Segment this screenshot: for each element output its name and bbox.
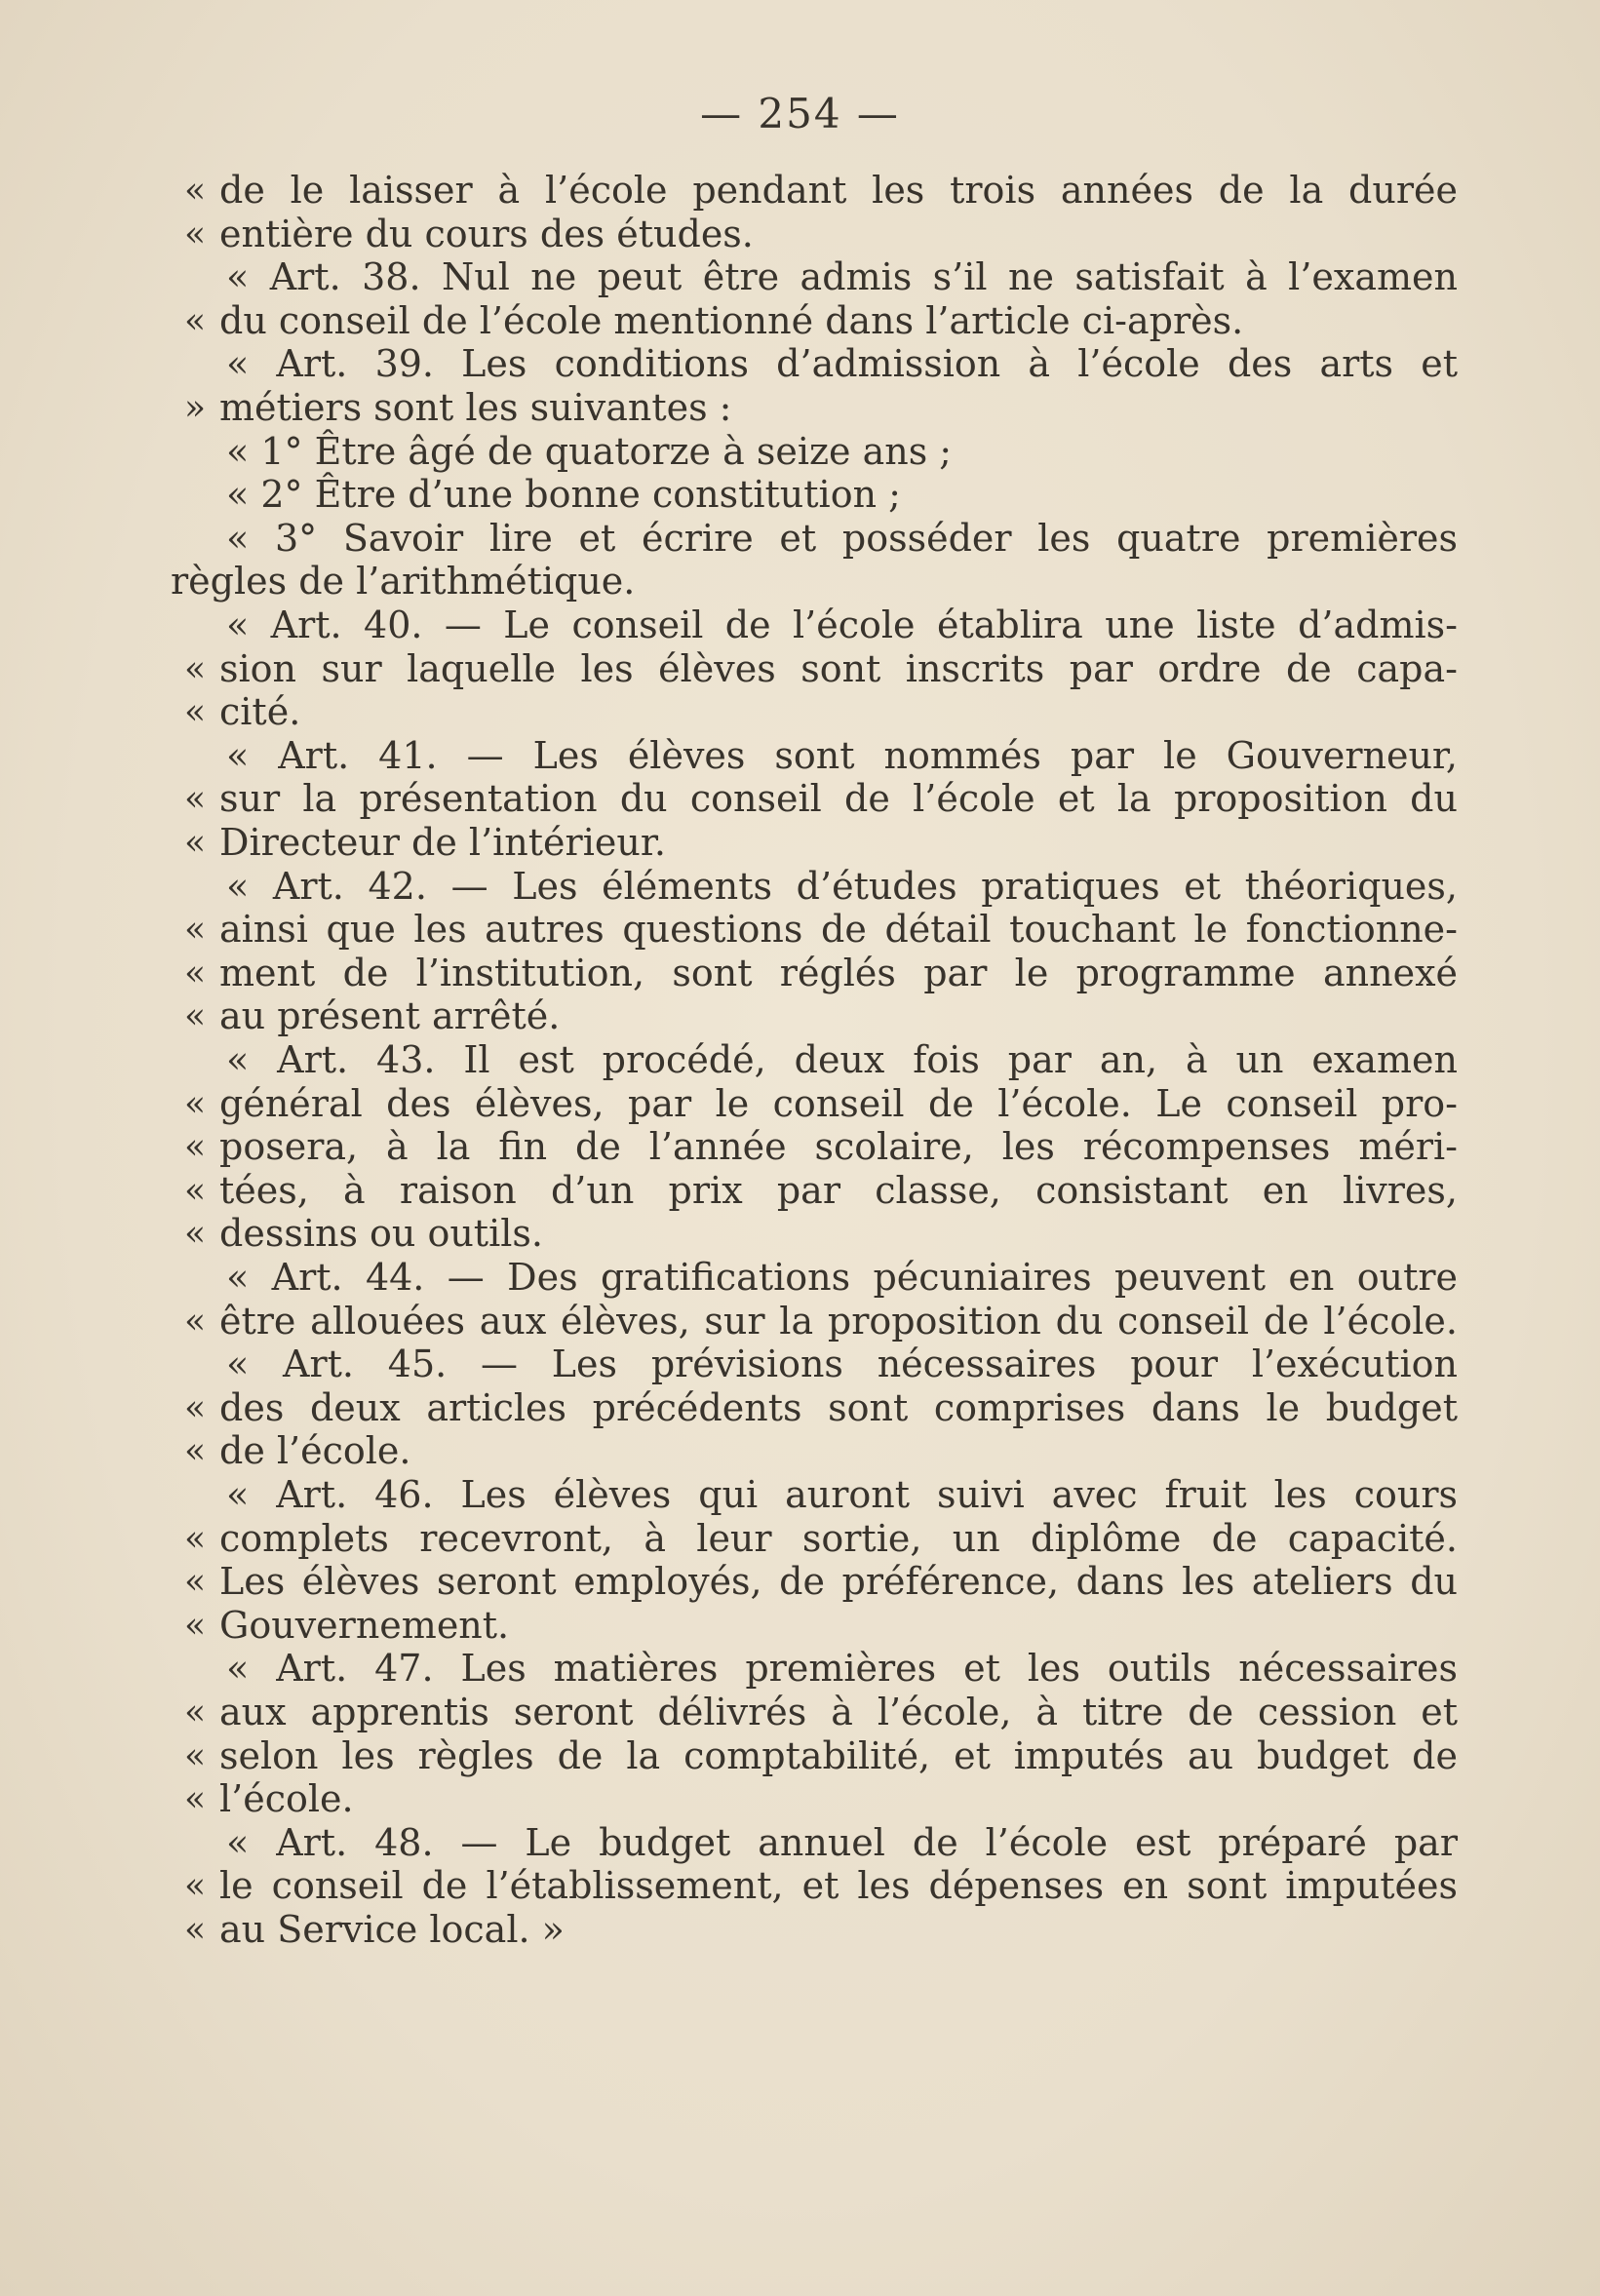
text-line	[171, 734, 1458, 778]
line-text: « Art. 42. — Les éléments d’études pratiques et théoriques,	[226, 864, 1458, 908]
line-text: au Service local. »	[219, 1908, 565, 1951]
quote-mark: «	[183, 300, 207, 341]
line-text: « Art. 44. — Des gratifications pécuniaires peuvent en outre	[226, 1256, 1458, 1299]
text-line	[171, 1125, 1458, 1169]
line-text: « Art. 43. Il est procédé, deux fois par an, à un examen	[226, 1038, 1458, 1081]
line-text: posera, à la fin de l’année scolaire, les récompenses méri-	[219, 1125, 1458, 1169]
quote-mark: «	[183, 953, 207, 993]
text-line	[171, 647, 1458, 691]
line-text: l’école.	[219, 1777, 354, 1821]
text-line	[171, 1386, 1458, 1430]
line-text: « Art. 41. — Les élèves sont nommés par le Gouverneur,	[226, 733, 1458, 777]
quote-mark: «	[183, 648, 207, 689]
text-line	[171, 1821, 1458, 1865]
line-text: de le laisser à l’école pendant les trois années de la durée	[219, 169, 1458, 212]
text-line	[171, 517, 1458, 561]
text-line	[171, 1429, 1458, 1473]
text-line	[171, 299, 1458, 343]
text-line	[171, 1777, 1458, 1821]
quote-mark: «	[183, 1431, 207, 1472]
line-text: « 3° Savoir lire et écrire et posséder les quatre premières	[226, 516, 1458, 560]
page-number: — 254 —	[700, 90, 900, 137]
text-line	[171, 1691, 1458, 1734]
text-line	[171, 1734, 1458, 1778]
text-line	[171, 1256, 1458, 1300]
text-line	[171, 1647, 1458, 1691]
line-text: Directeur de l’intérieur.	[219, 821, 666, 864]
line-text: ment de l’institution, sont réglés par le programme annexé	[219, 951, 1458, 994]
line-text: au présent arrêté.	[219, 994, 561, 1038]
quote-mark: «	[183, 1735, 207, 1776]
line-text: sion sur laquelle les élèves sont inscrits par ordre de capa-	[219, 646, 1458, 690]
quote-mark: «	[183, 1083, 207, 1124]
text-line	[171, 169, 1458, 213]
text-line	[171, 865, 1458, 909]
quote-mark: «	[183, 823, 207, 863]
line-text: aux apprentis seront délivrés à l’école, à titre de cession et	[219, 1691, 1458, 1733]
line-text: « 2° Être d’une bonne constitution ;	[226, 473, 901, 517]
quote-mark: «	[183, 1127, 207, 1168]
quote-mark: «	[183, 1910, 207, 1950]
text-line	[171, 473, 1458, 517]
text-line	[171, 821, 1458, 865]
line-text: « Art. 46. Les élèves qui auront suivi avec fruit les cours	[226, 1473, 1458, 1516]
line-text: des deux articles précédents sont comprises dans le budget	[219, 1385, 1458, 1429]
quote-mark: «	[183, 1170, 207, 1211]
text-line	[171, 1038, 1458, 1082]
text-line	[171, 1169, 1458, 1213]
quote-mark: »	[183, 388, 207, 428]
text-line	[171, 430, 1458, 474]
quote-mark: «	[183, 1779, 207, 1820]
text-line	[171, 213, 1458, 256]
line-text: « Art. 38. Nul ne peut être admis s’il ne satisfait à l’examen	[226, 255, 1458, 299]
text-line	[171, 255, 1458, 299]
line-text: général des élèves, par le conseil de l’école. Le conseil pro-	[219, 1081, 1458, 1125]
line-text: être allouées aux élèves, sur la proposition du conseil de l’école.	[219, 1299, 1458, 1343]
quote-mark: «	[183, 171, 207, 211]
text-line	[171, 690, 1458, 734]
text-line	[171, 908, 1458, 952]
line-text: entière du cours des études.	[219, 212, 754, 255]
text-line	[171, 1908, 1458, 1952]
line-text: sur la présentation du conseil de l’école et la proposition du	[219, 777, 1458, 821]
line-text: « Art. 39. Les conditions d’admission à l’école des arts et	[226, 342, 1458, 386]
text-line	[171, 386, 1458, 430]
quote-mark: «	[183, 1214, 207, 1255]
line-text: complets recevront, à leur sortie, un diplôme de capacité.	[219, 1516, 1458, 1560]
line-text: Les élèves seront employés, de préférence, dans les ateliers du	[219, 1560, 1458, 1604]
line-text: « Art. 45. — Les prévisions nécessaires pour l’exécution	[226, 1343, 1458, 1386]
line-text: le conseil de l’établissement, et les dépenses en sont imputées	[219, 1864, 1458, 1908]
quote-mark: «	[183, 996, 207, 1037]
quote-mark: «	[183, 692, 207, 733]
text-line	[171, 1212, 1458, 1256]
line-text: Gouvernement.	[219, 1603, 510, 1647]
text-line	[171, 1604, 1458, 1648]
text-line	[171, 952, 1458, 995]
text-line	[171, 1343, 1458, 1386]
text-line	[171, 560, 1458, 603]
quote-mark: «	[183, 1562, 207, 1603]
line-text: selon les règles de la comptabilité, et imputés au budget de	[219, 1733, 1458, 1777]
quote-mark: «	[183, 779, 207, 820]
quote-mark: «	[183, 1605, 207, 1646]
quote-mark: «	[183, 1301, 207, 1342]
quote-mark: «	[183, 1866, 207, 1907]
text-line	[171, 994, 1458, 1038]
quote-mark: «	[183, 1693, 207, 1732]
quote-mark: «	[183, 1518, 207, 1559]
text-line	[171, 1473, 1458, 1517]
text-line	[171, 603, 1458, 647]
line-text: « 1° Être âgé de quatorze à seize ans ;	[226, 429, 953, 473]
line-text: du conseil de l’école mentionné dans l’article ci-après.	[219, 298, 1244, 342]
line-text: dessins ou outils.	[219, 1212, 543, 1256]
text-line	[171, 1517, 1458, 1561]
line-text: cité.	[219, 690, 301, 734]
line-text: « Art. 40. — Le conseil de l’école établira une liste d’admis-	[226, 603, 1458, 646]
line-text: « Art. 47. Les matières premières et les outils nécessaires	[226, 1647, 1458, 1691]
text-line	[171, 777, 1458, 821]
text-line	[171, 1082, 1458, 1126]
text-line	[171, 1864, 1458, 1908]
line-text: métiers sont les suivantes :	[219, 386, 732, 429]
line-text: règles de l’arithmétique.	[171, 560, 636, 603]
text-line	[171, 342, 1458, 386]
text-line	[171, 1560, 1458, 1604]
quote-mark: «	[183, 1387, 207, 1428]
line-text: ainsi que les autres questions de détail touchant le fonctionne-	[219, 908, 1458, 952]
quote-mark: «	[183, 214, 207, 254]
quote-mark: «	[183, 910, 207, 951]
text-line	[171, 1300, 1458, 1343]
line-text: tées, à raison d’un prix par classe, consistant en livres,	[219, 1168, 1458, 1212]
line-text: « Art. 48. — Le budget annuel de l’école est préparé par	[226, 1820, 1458, 1864]
line-text: de l’école.	[219, 1429, 411, 1473]
